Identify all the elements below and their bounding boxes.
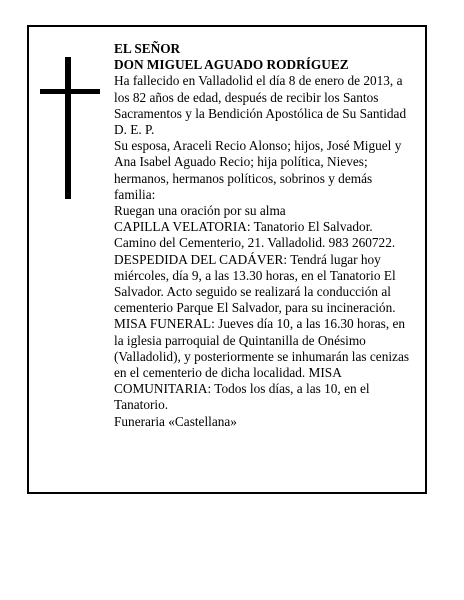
service-details: CAPILLA VELATORIA: Tanatorio El Salvador. Camino del Cementerio, 21. Valladolid. 983 260722. DESPEDIDA DEL CADÁVER: Tendrá lugar hoy miércoles, día 9, a las 13.30 horas, en el Tanatorio El Salvador. Acto seguido se realizará la conducción al cementerio Parque El Salvador, para su incineración. MISA FUNERAL: Jueves día 10, a las 16.30 horas, en la iglesia parroquial de Quintanilla de Onésimo (Valladolid), y posteriormente se inhumarán las cenizas en el cementerio de dicha localidad. MISA COMUNITARIA: Todos los días, a las 10, en el Tanatorio. <box>114 219 410 413</box>
cross-horizontal-bar <box>40 89 100 94</box>
title-line-1: EL SEÑOR <box>114 41 181 56</box>
deceased-name: DON MIGUEL AGUADO RODRÍGUEZ <box>114 57 349 73</box>
death-announcement: Ha fallecido en Valladolid el día 8 de enero de 2013, a los 82 años de edad, después de recibir los Santos Sacramentos y la Bendición Apostólica de Su Santidad D. E. P. <box>114 73 407 138</box>
funeral-home: Funeraria «Castellana» <box>114 413 237 429</box>
cross-vertical-bar <box>65 57 71 199</box>
obituary-frame <box>27 25 427 494</box>
prayer-request: Ruegan una oración por su alma <box>114 203 286 219</box>
obituary-text <box>114 41 416 430</box>
latin-cross-icon <box>40 57 100 199</box>
family-list: Su esposa, Araceli Recio Alonso; hijos, José Miguel y Ana Isabel Aguado Recio; hija política, Nieves; hermanos, hermanos políticos, sobrinos y demás familia: <box>114 138 402 202</box>
